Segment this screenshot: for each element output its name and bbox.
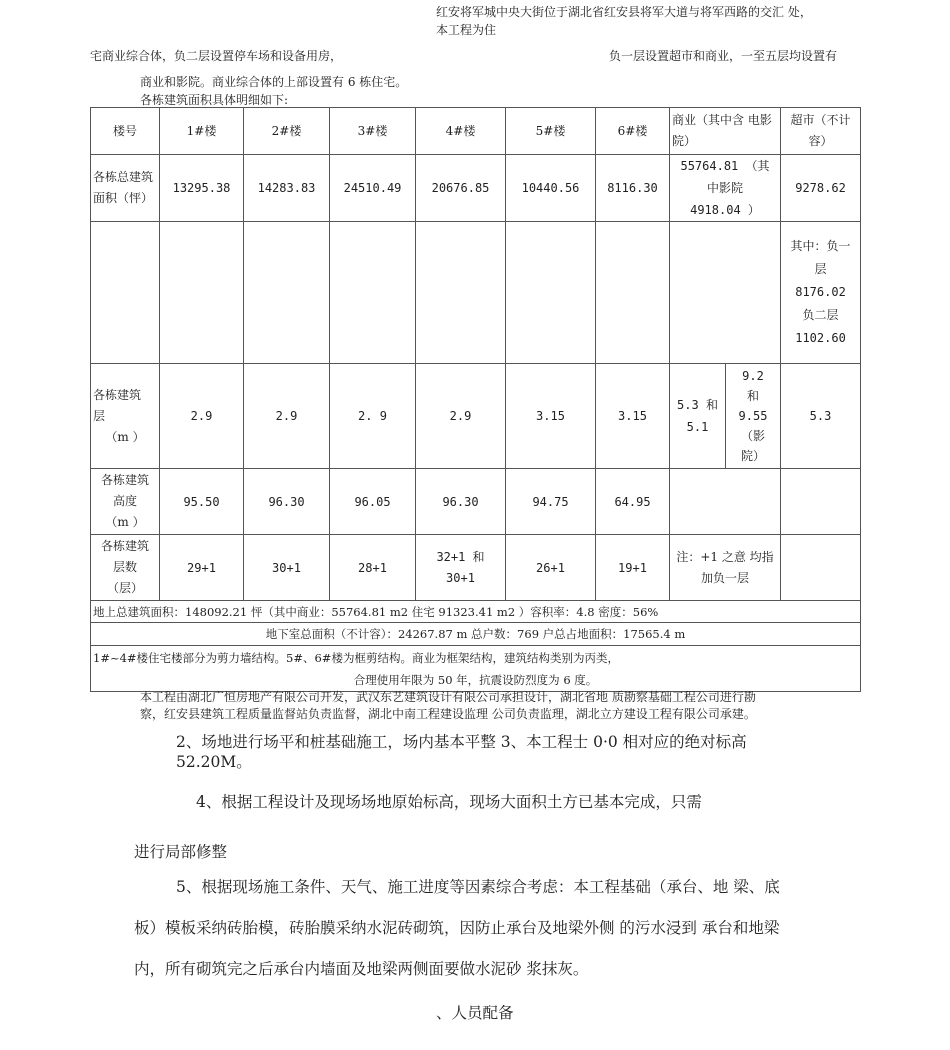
header-b6: 6#楼 (596, 108, 670, 155)
building-height-b6: 64.95 (596, 469, 670, 535)
area-b5: 10440.56 (506, 155, 596, 222)
area-label: 各栋总建筑面积（怦） (91, 155, 160, 222)
storeys-row (91, 535, 861, 601)
area-b2: 14283.83 (244, 155, 330, 222)
floor-height-b3: 2. 9 (330, 364, 416, 469)
floor-height-b1: 2.9 (160, 364, 244, 469)
building-spec-table (90, 107, 861, 692)
paragraph-5-line-3: 内，所有砌筑完之后承台内墙面及地梁两侧面要做水泥砂 浆抹灰。 (134, 960, 589, 978)
summary-structure: 1#~4#楼住宅楼部分为剪力墙结构。5#、6#楼为框剪结构。商业为框架结构，建筑结构类别为丙类， 合理使用年限为 50 年，抗震设防烈度为 6 度。 (91, 646, 861, 692)
storeys-b6: 19+1 (596, 535, 670, 601)
intro-line-4: 商业和影院。商业综合体的上部设置有 6 栋住宅。 (140, 75, 408, 89)
storeys-label: 各栋建筑 层数 （层） (91, 535, 160, 601)
summary-row-1 (91, 601, 861, 623)
building-height-b3: 96.05 (330, 469, 416, 535)
supermarket-detail-row (91, 222, 861, 364)
floor-height-b5: 3.15 (506, 364, 596, 469)
header-b3: 3#楼 (330, 108, 416, 155)
floor-height-row (91, 364, 861, 469)
building-height-b5: 94.75 (506, 469, 596, 535)
header-label: 楼号 (91, 108, 160, 155)
intro-line-1: 红安将军城中央大街位于湖北省红安县将军大道与将军西路的交汇 处， (436, 5, 812, 19)
floor-height-cinema: 9.2 和 9.55 （影 院） (726, 364, 781, 469)
intro-line-3-right: 负一层设置超市和商业，一至五层均设置有 (609, 49, 838, 63)
summary-basement: 地下室总面积（不计容）：24267.87 m 总户数：769 户总占地面积：17565.4 m (91, 623, 861, 646)
paragraph-4-line-1: 4、根据工程设计及现场场地原始标高，现场大面积土方已基本完成，只需 (196, 793, 702, 811)
header-b4: 4#楼 (416, 108, 506, 155)
building-height-row (91, 469, 861, 535)
intro-line-5: 各栋建筑面积具体明细如下: (140, 93, 289, 107)
area-commercial: 55764.81 （其 中影院 4918.04 ） (670, 155, 781, 222)
header-b1: 1#楼 (160, 108, 244, 155)
summary-above-ground: 地上总建筑面积：148092.21 怦（其中商业：55764.81 m2 住宅 91323.41 m2 ）容积率：4.8 密度：56% (91, 601, 861, 623)
paragraph-4-line-2: 进行局部修整 (134, 843, 228, 861)
storeys-b5: 26+1 (506, 535, 596, 601)
after-table-line-1: 本工程由湖北广恒房地产有限公司开发，武汉东艺建筑设计有限公司承担设计，湖北省地 质勘察基础工程公司进行勘 (140, 690, 756, 704)
storeys-note: 注：+1 之意 均指 加负一层 (670, 535, 781, 601)
header-row (91, 108, 861, 155)
storeys-b1: 29+1 (160, 535, 244, 601)
summary-row-2 (91, 623, 861, 646)
header-b2: 2#楼 (244, 108, 330, 155)
area-b6: 8116.30 (596, 155, 670, 222)
storeys-b4: 32+1 和 30+1 (416, 535, 506, 601)
area-supermarket: 9278.62 (781, 155, 861, 222)
header-b5: 5#楼 (506, 108, 596, 155)
building-height-b1: 95.50 (160, 469, 244, 535)
paragraph-2-line-2: 52.20M。 (176, 753, 252, 771)
paragraph-5-line-1: 5、根据现场施工条件、天气、施工进度等因素综合考虑：本工程基础（承台、地 梁、底 (176, 878, 780, 896)
floor-height-b6: 3.15 (596, 364, 670, 469)
floor-height-commercial: 5.3 和 5.1 (670, 364, 726, 469)
storeys-b3: 28+1 (330, 535, 416, 601)
paragraph-5-line-2: 板）模板采纳砖胎模，砖胎膜采纳水泥砖砌筑，因防止承台及地梁外侧 的污水浸到 承台和地梁 (134, 919, 780, 937)
area-b1: 13295.38 (160, 155, 244, 222)
building-height-b4: 96.30 (416, 469, 506, 535)
intro-line-3-left: 宅商业综合体，负二层设置停车场和设备用房， (90, 49, 343, 63)
floor-height-b2: 2.9 (244, 364, 330, 469)
floor-height-b4: 2.9 (416, 364, 506, 469)
intro-line-2: 本工程为住 (436, 23, 497, 37)
summary-row-3 (91, 646, 861, 692)
area-b4: 20676.85 (416, 155, 506, 222)
floor-height-label: 各栋建筑 层 （m ） (91, 364, 160, 469)
supermarket-detail: 其中：负一 层 8176.02 负二层 1102.60 (781, 222, 861, 364)
building-height-b2: 96.30 (244, 469, 330, 535)
paragraph-2-line-1: 2、场地进行场平和桩基础施工，场内基本平整 3、本工程士 0·0 相对应的绝对标高 (176, 733, 747, 751)
header-supermarket: 超市（不计容） (781, 108, 861, 155)
section-heading-staffing: 、人员配备 (436, 1004, 514, 1022)
storeys-b2: 30+1 (244, 535, 330, 601)
area-b3: 24510.49 (330, 155, 416, 222)
area-row (91, 155, 861, 222)
building-height-label: 各栋建筑 高度 （m ） (91, 469, 160, 535)
floor-height-supermarket: 5.3 (781, 364, 861, 469)
header-commercial: 商业（其中含 电影院） (670, 108, 781, 155)
after-table-line-2: 察，红安县建筑工程质量监督站负责监督，湖北中南工程建设监理 公司负责监理，湖北立方建设工程有限公司承建。 (140, 707, 756, 721)
